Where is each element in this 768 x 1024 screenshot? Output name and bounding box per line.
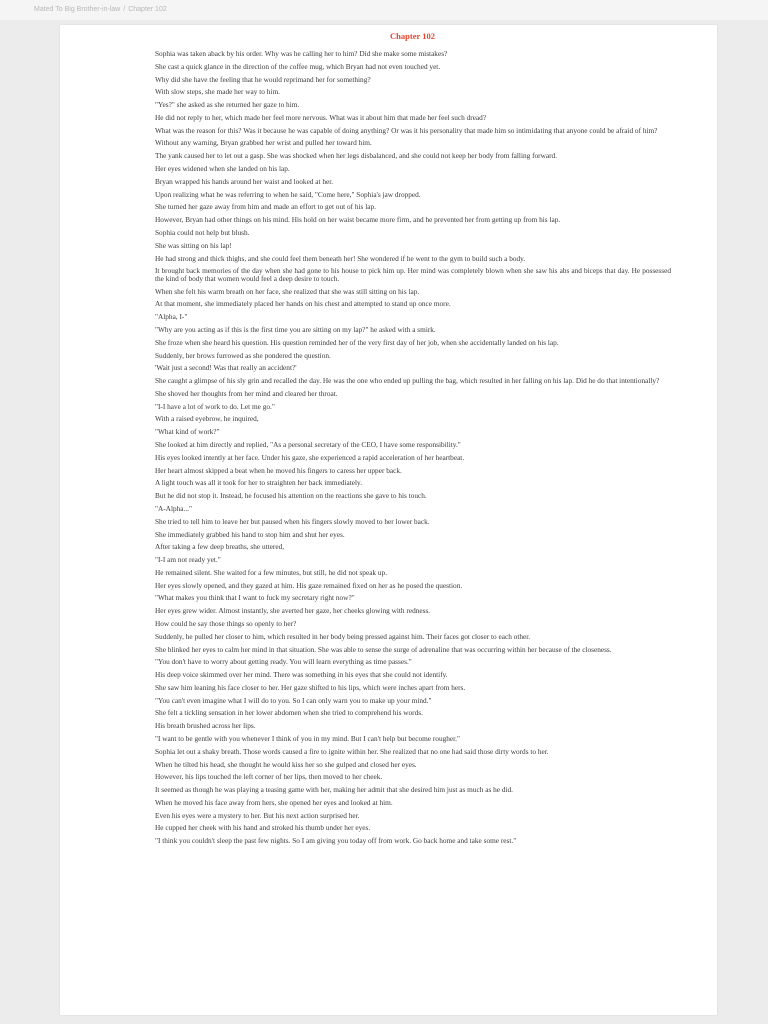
paragraph: She immediately grabbed his hand to stop him and shut her eyes. bbox=[155, 529, 345, 539]
paragraph: At that moment, she immediately placed her hands on his chest and attempted to stand up once more. bbox=[155, 299, 451, 309]
paragraph: When he moved his face away from hers, she opened her eyes and looked at him. bbox=[155, 797, 393, 807]
paragraph: She looked at him directly and replied, "As a personal secretary of the CEO, I have some responsibility." bbox=[155, 440, 461, 450]
paragraph: After taking a few deep breaths, she uttered, bbox=[155, 542, 285, 552]
paragraph: She tried to tell him to leave her but paused when his fingers slowly moved to her lower back. bbox=[155, 516, 430, 526]
paragraph: Her eyes slowly opened, and they gazed at him. His gaze remained fixed on her as he posed the question. bbox=[155, 580, 463, 590]
breadcrumb-book-link[interactable]: Mated To Big Brother-in-law bbox=[34, 6, 121, 13]
paragraph: Her heart almost skipped a beat when he moved his fingers to caress her upper back. bbox=[155, 465, 402, 475]
chapter-page bbox=[60, 25, 717, 1015]
paragraph: "Alpha, I-" bbox=[155, 312, 188, 322]
paragraph: She shoved her thoughts from her mind and cleared her throat. bbox=[155, 388, 338, 398]
paragraph: The yank caused her to let out a gasp. She was shocked when her legs disbalanced, and she could not keep her body from falling forward. bbox=[155, 151, 558, 161]
paragraph: Bryan wrapped his hands around her waist and looked at her. bbox=[155, 176, 334, 186]
chapter-title: Chapter 102 bbox=[390, 31, 435, 41]
paragraph: "I-I have a lot of work to do. Let me go." bbox=[155, 401, 275, 411]
paragraph: She cast a quick glance in the direction of the coffee mug, which Bryan had not even touched yet. bbox=[155, 61, 441, 71]
paragraph: "What makes you think that I want to fuck my secretary right now?" bbox=[155, 593, 355, 603]
paragraph: Sophia could not help but blush. bbox=[155, 227, 250, 237]
paragraph: His eyes looked intently at her face. Under his gaze, she experienced a rapid acceleration of her heartbeat. bbox=[155, 452, 465, 462]
paragraph: "You don't have to worry about getting ready. You will learn everything as time passes." bbox=[155, 657, 412, 667]
paragraph: A light touch was all it took for her to straighten her back immediately. bbox=[155, 478, 363, 488]
paragraph: What was the reason for this? Was it because he was capable of doing anything? Or was it his personality that made him so intimidating that anyone could be afraid of him? bbox=[155, 125, 658, 135]
paragraph: With a raised eyebrow, he inquired, bbox=[155, 414, 259, 424]
paragraph: His breath brushed across her lips. bbox=[155, 721, 256, 731]
paragraph: However, his lips touched the left corner of her lips, then moved to her cheek. bbox=[155, 772, 383, 782]
paragraph: He had strong and thick thighs, and she could feel them beneath her! She wondered if he went to the gym to build such a body. bbox=[155, 253, 526, 263]
paragraph: Upon realizing what he was referring to when he said, "Come here," Sophia's jaw dropped. bbox=[155, 189, 421, 199]
paragraph: Why did she have the feeling that he would reprimand her for something? bbox=[155, 74, 371, 84]
paragraph: When he tilted his head, she thought he would kiss her so she gulped and closed her eyes. bbox=[155, 759, 417, 769]
paragraph: She caught a glimpse of his sly grin and recalled the day. He was the one who ended up pulling the bag, which resulted in her falling on his lap. Did he do that intentionally? bbox=[155, 376, 660, 386]
paragraph: Without any warning, Bryan grabbed her wrist and pulled her toward him. bbox=[155, 138, 372, 148]
paragraph: "I think you couldn't sleep the past few nights. So I am giving you today off from work. Go back home and take some rest." bbox=[155, 836, 517, 846]
paragraph: She was sitting on his lap! bbox=[155, 240, 232, 250]
paragraph: She froze when she heard his question. His question reminded her of the very first day of her job, when she accidentally landed on his lap. bbox=[155, 337, 559, 347]
paragraph: She blinked her eyes to calm her mind in that situation. She was able to sense the surge of adrenaline that was occurring within her because of the closeness. bbox=[155, 644, 612, 654]
breadcrumb-bar bbox=[0, 0, 768, 20]
paragraph: Her eyes grew wider. Almost instantly, she averted her gaze, her cheeks glowing with redness. bbox=[155, 606, 431, 616]
paragraph: "I-I am not ready yet." bbox=[155, 555, 221, 565]
paragraph: "I want to be gentle with you whenever I think of you in my mind. But I can't help but become rougher." bbox=[155, 734, 460, 743]
paragraph: He cupped her cheek with his hand and stroked his thumb under her eyes. bbox=[155, 823, 371, 833]
paragraph: With slow steps, she made her way to him. bbox=[155, 87, 280, 97]
paragraph: Her eyes widened when she landed on his lap. bbox=[155, 164, 290, 174]
breadcrumb-chapter: Chapter 102 bbox=[128, 6, 167, 13]
paragraph: However, Bryan had other things on his mind. His hold on her waist became more firm, and he prevented her from getting up from his lap. bbox=[155, 215, 561, 225]
paragraph: She turned her gaze away from him and made an effort to get out of his lap. bbox=[155, 202, 376, 212]
paragraph: Suddenly, her brows furrowed as she pondered the question. bbox=[155, 350, 331, 360]
paragraph: He did not reply to her, which made her feel more nervous. What was it about him that made her feel such dread? bbox=[155, 112, 487, 122]
paragraph: He remained silent. She waited for a few minutes, but still, he did not speak up. bbox=[155, 567, 388, 577]
paragraph: "Yes?" she asked as she returned her gaze to him. bbox=[155, 100, 300, 110]
paragraph: Even his eyes were a mystery to her. But his next action surprised her. bbox=[155, 810, 360, 820]
paragraph: Suddenly, he pulled her closer to him, which resulted in her body being pressed against him. Their faces got closer to each other. bbox=[155, 631, 531, 641]
paragraph: His deep voice skimmed over her mind. There was something in his eyes that she could not identify. bbox=[155, 670, 448, 680]
chapter-body bbox=[155, 50, 671, 845]
paragraph: But he did not stop it. Instead, he focused his attention on the reactions she gave to his touch. bbox=[155, 491, 427, 501]
breadcrumb-separator: / bbox=[123, 6, 126, 13]
paragraph: "A-Alpha..." bbox=[155, 503, 192, 513]
paragraph: She saw him leaning his face closer to her. Her gaze shifted to his lips, which were inches apart from hers. bbox=[155, 682, 466, 692]
paragraph: When she felt his warm breath on her face, she realized that she was still sitting on his lap. bbox=[155, 286, 420, 296]
paragraph: She felt a tickling sensation in her lower abdomen when she tried to comprehend his words. bbox=[155, 708, 423, 718]
paragraph: 'Wait just a second! Was that really an accident?' bbox=[155, 363, 297, 373]
paragraph: "Why are you acting as if this is the first time you are sitting on my lap?" he asked with a smirk. bbox=[155, 325, 436, 334]
paragraph: It brought back memories of the day when she had gone to his house to pick him up. Her mind was completely blown when she saw his abs and biceps that day. He possessed the kind of body that women would feel a deep desire to touch. bbox=[155, 266, 671, 283]
paragraph: Sophia let out a shaky breath. Those words caused a fire to ignite within her. She realized that no one had said those dirty words to her. bbox=[155, 746, 549, 756]
paragraph: It seemed as though he was playing a teasing game with her, making her admit that she desired him just as much as he did. bbox=[155, 785, 513, 795]
paragraph: "What kind of work?" bbox=[155, 427, 220, 437]
paragraph: Sophia was taken aback by his order. Why was he calling her to him? Did she make some mistakes? bbox=[155, 49, 448, 58]
paragraph: "You can't even imagine what I will do to you. So I can only warn you to make up your mind." bbox=[155, 695, 432, 705]
paragraph: How could he say those things so openly to her? bbox=[155, 618, 297, 628]
